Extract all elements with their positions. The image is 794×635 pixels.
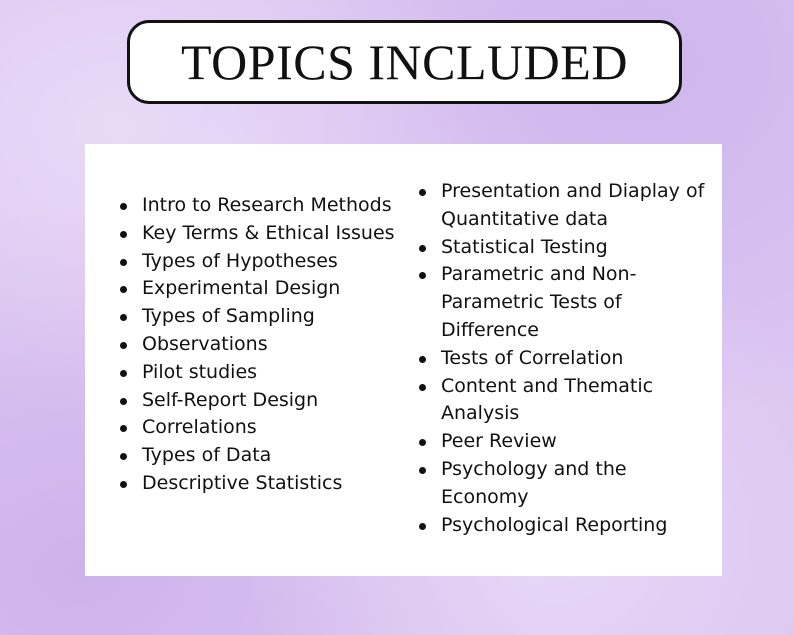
list-item: Key Terms & Ethical Issues (142, 220, 417, 248)
bullet-icon (419, 245, 426, 252)
list-item: Experimental Design (142, 275, 417, 303)
topics-list-left (142, 192, 417, 498)
topics-panel (85, 144, 722, 576)
bullet-icon (419, 384, 426, 391)
list-item: Psychology and the Economy (441, 456, 711, 512)
bullet-icon (419, 356, 426, 363)
bullet-icon (120, 259, 127, 266)
list-item: Correlations (142, 414, 417, 442)
bullet-icon (419, 467, 426, 474)
list-item: Types of Data (142, 442, 417, 470)
bullet-icon (120, 370, 127, 377)
title-banner (127, 20, 682, 104)
bullet-icon (120, 314, 127, 321)
list-item: Peer Review (441, 428, 711, 456)
list-item: Content and Thematic Analysis (441, 373, 711, 429)
list-item: Statistical Testing (441, 234, 711, 262)
bullet-icon (419, 439, 426, 446)
page-title: TOPICS INCLUDED (181, 34, 628, 90)
list-item: Parametric and Non-Parametric Tests of Difference (441, 261, 711, 344)
list-item: Observations (142, 331, 417, 359)
bullet-icon (120, 203, 127, 210)
bullet-icon (120, 398, 127, 405)
list-item: Types of Hypotheses (142, 248, 417, 276)
bullet-icon (120, 342, 127, 349)
bullet-icon (419, 189, 426, 196)
bullet-icon (419, 272, 426, 279)
list-item: Self-Report Design (142, 387, 417, 415)
bullet-icon (419, 523, 426, 530)
topics-list-right (441, 178, 711, 539)
bullet-icon (120, 231, 127, 238)
bullet-icon (120, 286, 127, 293)
bullet-icon (120, 481, 127, 488)
list-item: Intro to Research Methods (142, 192, 417, 220)
list-item: Presentation and Diaplay of Quantitative data (441, 178, 711, 234)
list-item: Psychological Reporting (441, 512, 711, 540)
list-item: Pilot studies (142, 359, 417, 387)
list-item: Tests of Correlation (441, 345, 711, 373)
bullet-icon (120, 425, 127, 432)
bullet-icon (120, 453, 127, 460)
list-item: Types of Sampling (142, 303, 417, 331)
list-item: Descriptive Statistics (142, 470, 417, 498)
